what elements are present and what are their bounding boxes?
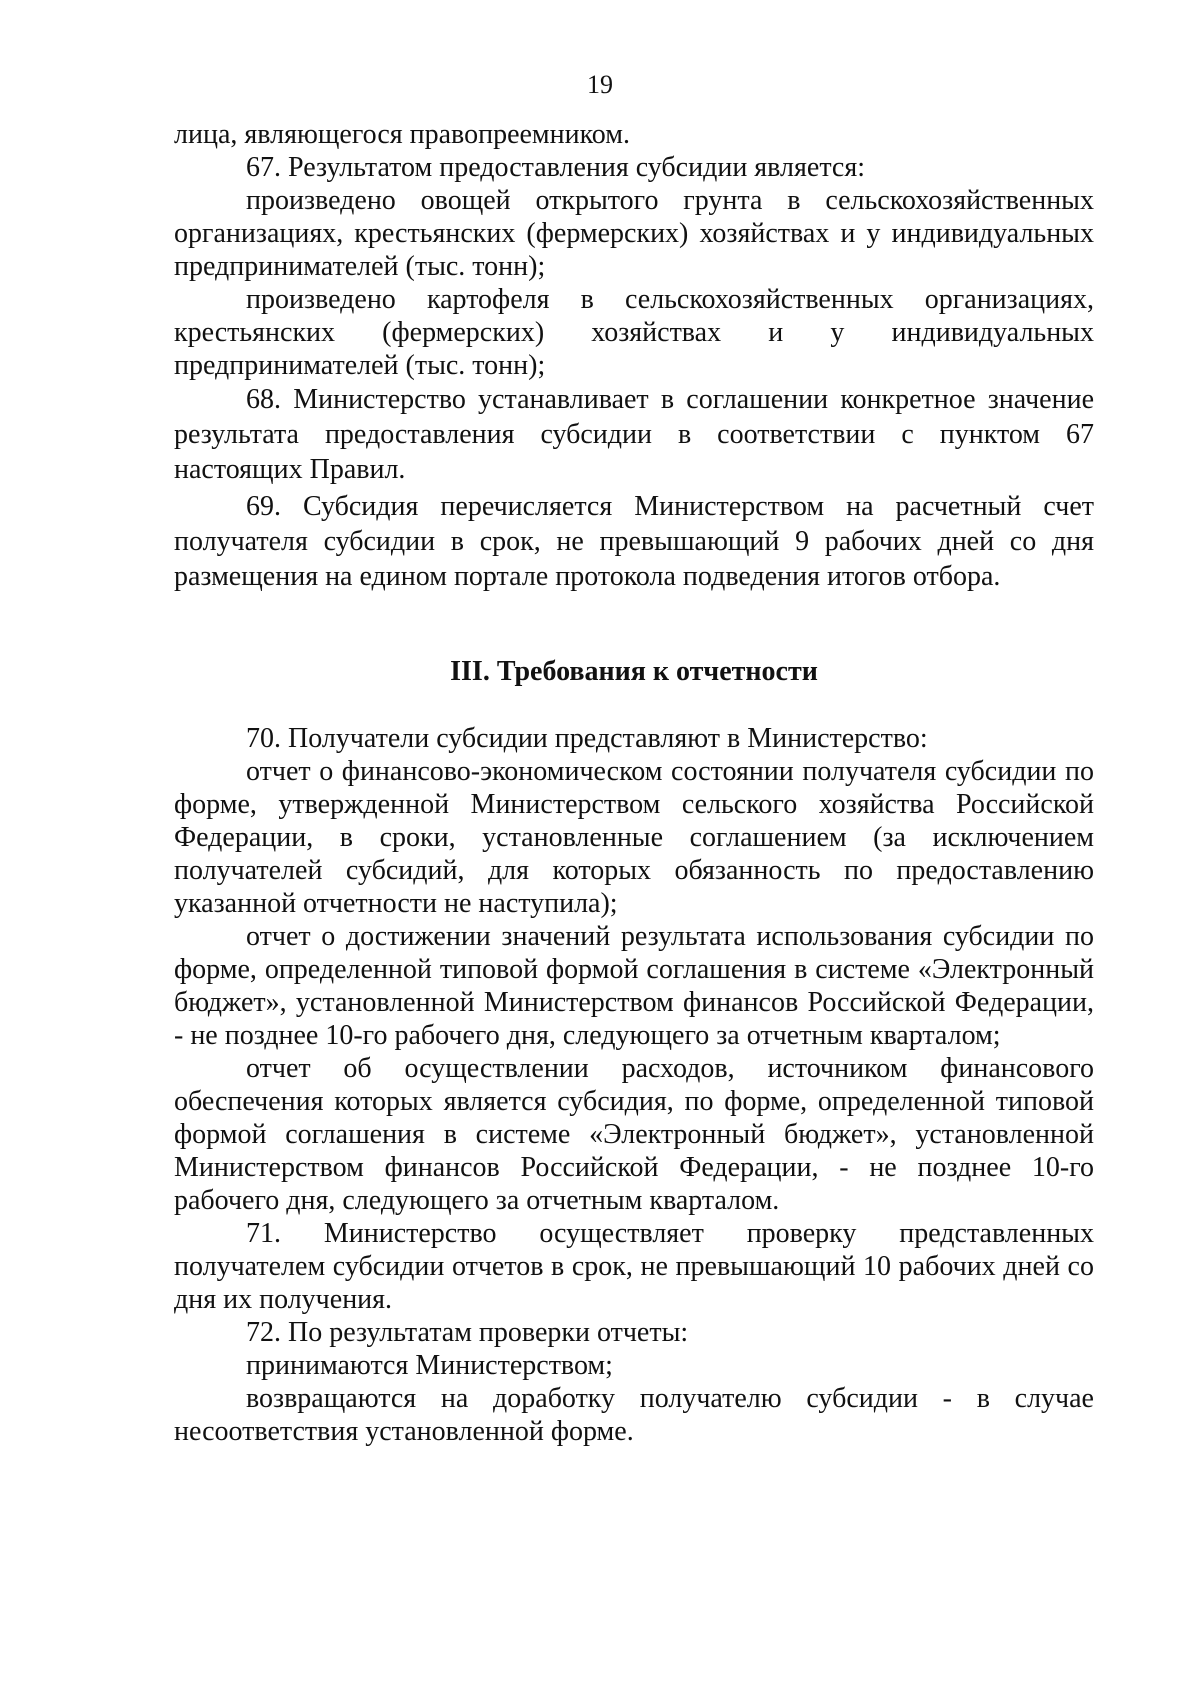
paragraph-financial-report: отчет о финансово-экономическом состоянии получателя субсидии по форме, утвержденной Министерством сельского хозяйства Российской Федерации, в сроки, установленные соглашением (за исключением получателей субсидий, для которых обязанность по предоставлению указанной отчетности не наступила);: [174, 756, 1094, 919]
paragraph-72-results: 72. По результатам проверки отчеты:: [246, 1317, 689, 1348]
paragraph-potatoes: произведено картофеля в сельскохозяйственных организациях, крестьянских (фермерских) хозяйствах и у индивидуальных предпринимателей (тыс. тонн);: [174, 284, 1094, 381]
section-heading-reporting: III. Требования к отчетности: [450, 656, 818, 687]
paragraph-70-reports: 70. Получатели субсидии представляют в Министерство:: [246, 723, 928, 754]
paragraph-69-transfer: 69. Субсидия перечисляется Министерством на расчетный счет получателя субсидии в срок, не превышающий 9 рабочих дней со дня размещения на едином портале протокола подведения итогов отбора.: [174, 491, 1094, 592]
paragraph-successor-tail: лица, являющегося правопреемником.: [174, 119, 630, 150]
paragraph-67-result: 67. Результатом предоставления субсидии является:: [246, 152, 865, 183]
paragraph-accepted: принимаются Министерством;: [246, 1350, 613, 1381]
paragraph-expenses-report: отчет об осуществлении расходов, источником финансового обеспечения которых является субсидия, по форме, определенной типовой формой соглашения в системе «Электронный бюджет», установленной Министерством финансов Российской Федерации, - не позднее 10-го рабочего дня, следующего за отчетным кварталом.: [174, 1053, 1094, 1216]
page-number: 19: [587, 70, 613, 99]
paragraph-vegetables: произведено овощей открытого грунта в сельскохозяйственных организациях, крестьянских (фермерских) хозяйствах и у индивидуальных предпринимателей (тыс. тонн);: [174, 185, 1094, 282]
section-rules-payment: [174, 118, 1094, 594]
paragraph-71-verification: 71. Министерство осуществляет проверку представленных получателем субсидии отчетов в срок, не превышающий 10 рабочих дней со дня их получения.: [174, 1218, 1094, 1315]
paragraph-68-ministry-agreement: 68. Министерство устанавливает в соглашении конкретное значение результата предоставления субсидии в соответствии с пунктом 67 настоящих Правил.: [174, 384, 1094, 485]
section-reporting: [174, 722, 1094, 1448]
paragraph-result-report: отчет о достижении значений результата использования субсидии по форме, определенной типовой формой соглашения в системе «Электронный бюджет», установленной Министерством финансов Российской Федерации, - не позднее 10-го рабочего дня, следующего за отчетным кварталом;: [174, 921, 1094, 1051]
paragraph-returned: возвращаются на доработку получателю субсидии - в случае несоответствия установленной форме.: [174, 1383, 1094, 1447]
